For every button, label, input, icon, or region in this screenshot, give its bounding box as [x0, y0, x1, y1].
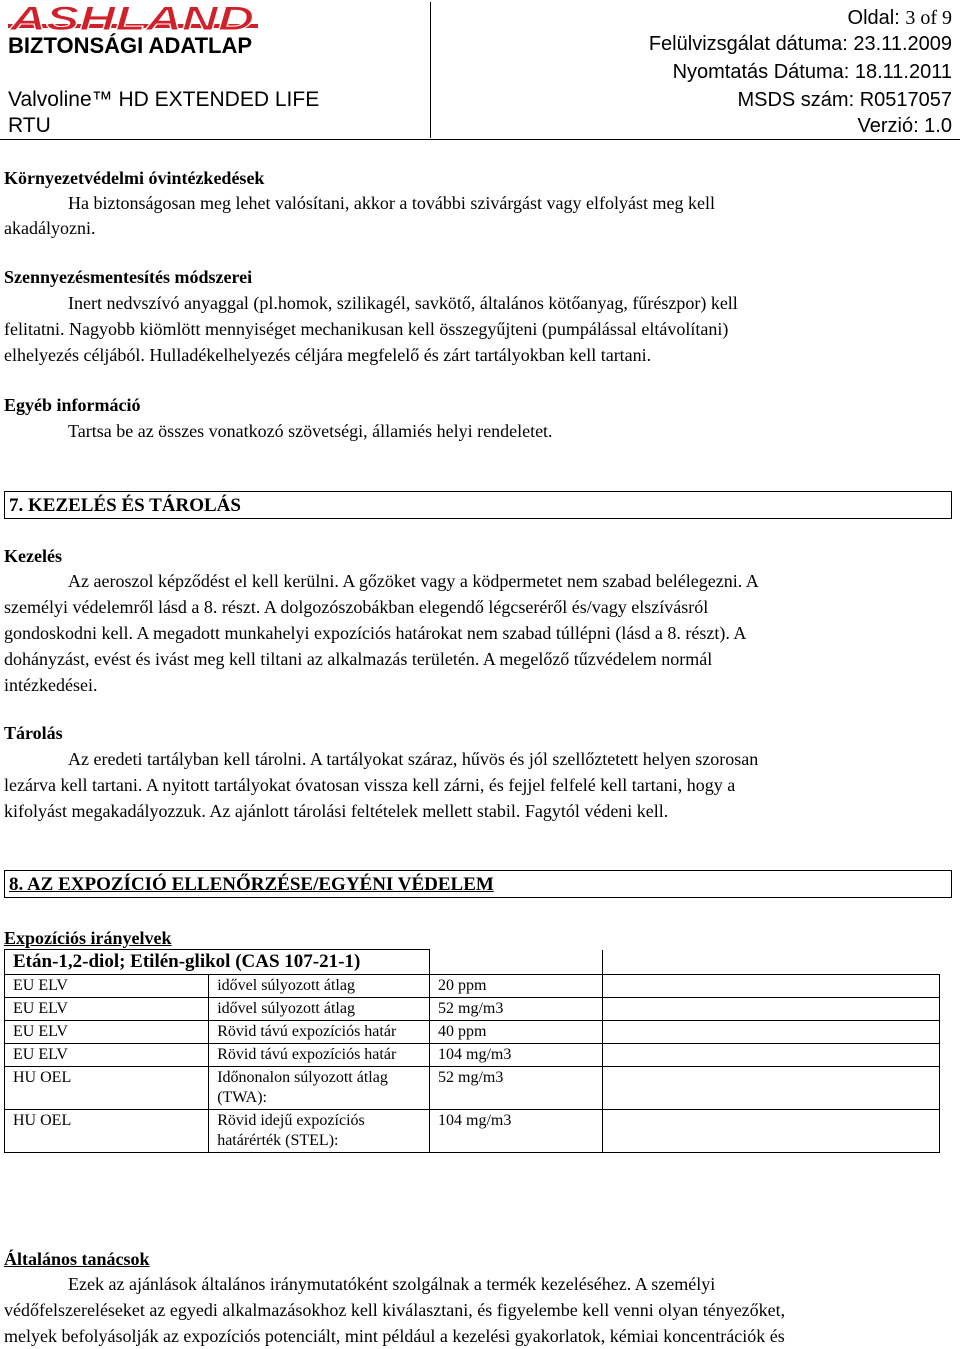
storage-text-2: lezárva kell tartani. A nyitott tartályokat óvatosan vissza kell zárni, és fejjel felfelé kell tartani, hogy a	[4, 775, 736, 795]
exposure-value: 104 mg/m3	[430, 1110, 603, 1153]
cleanup-text-2: felitatni. Nagyobb kiömlött mennyiséget mechanikusan kell összegyűjteni (pumpálással eltávolítani)	[4, 319, 729, 339]
exposure-regulation: HU OEL	[5, 1110, 209, 1153]
page-value: 3 of 9	[905, 7, 952, 29]
general-text-3: melyek befolyásolják az expozíciós potenciált, mint például a kezelési gyakorlatok, kémiai koncentrációk és	[4, 1326, 785, 1346]
exposure-type: Rövid távú expozíciós határ	[209, 1044, 430, 1067]
storage-text-3: kifolyást megakadályozzuk. Az ajánlott tárolási feltételek mellett stabil. Fagytól védeni kell.	[4, 801, 669, 821]
storage-text-1: Az eredeti tartályban kell tárolni. A tartályokat száraz, hűvös és jól szellőztetett helyen szorosan	[68, 749, 759, 769]
section-8-heading	[4, 870, 952, 898]
exposure-regulation: EU ELV	[5, 1021, 209, 1044]
exposure-row	[5, 998, 940, 1021]
exposure-row	[5, 975, 940, 998]
cleanup-title: Szennyezésmentesítés módszerei	[4, 267, 253, 287]
section-7-heading: 7. KEZELÉS ÉS TÁROLÁS	[4, 491, 952, 519]
env-precautions-title: Környezetvédelmi óvintézkedések	[4, 168, 265, 188]
product-name-line2: RTU	[8, 114, 51, 137]
exposure-empty-cell	[603, 1044, 940, 1067]
env-text-1: Ha biztonságosan meg lehet valósítani, akkor a további szivárgást vagy elfolyást meg kell	[68, 193, 715, 213]
revision-date: Felülvizsgálat dátuma: 23.11.2009	[648, 33, 952, 55]
exposure-regulation: EU ELV	[5, 975, 209, 998]
substance-row-spacer	[430, 950, 603, 975]
exposure-type: idővel súlyozott átlag	[209, 975, 430, 998]
handling-text-5: intézkedései.	[4, 675, 98, 695]
exposure-value: 40 ppm	[430, 1021, 603, 1044]
exposure-row	[5, 1110, 940, 1153]
storage-title: Tárolás	[4, 723, 63, 743]
exposure-empty-cell	[603, 998, 940, 1021]
cleanup-text-3: elhelyezés céljából. Hulladékelhelyezés céljára megfelelő és zárt tartályokban kell tartani.	[4, 345, 652, 365]
exposure-empty-cell	[603, 1021, 940, 1044]
exposure-regulation: EU ELV	[5, 998, 209, 1021]
cleanup-text-1: Inert nedvszívó anyaggal (pl.homok, szilikagél, savkötő, általános kötőanyag, fűrészpor) kell	[68, 293, 738, 313]
page-indicator	[848, 6, 952, 30]
exposure-empty-cell	[603, 1110, 940, 1153]
exposure-row	[5, 1067, 940, 1110]
page-label: Oldal:	[847, 7, 900, 29]
exposure-value: 104 mg/m3	[430, 1044, 603, 1067]
version: Verzió: 1.0	[857, 115, 952, 137]
exposure-table	[4, 949, 940, 1153]
exposure-value: 52 mg/m3	[430, 1067, 603, 1110]
header-rule	[0, 139, 960, 140]
handling-text-4: dohányzást, evést és ivást meg kell tiltani az alkalmazás területén. A megelőző tűzvédelem normál	[4, 649, 713, 669]
general-text-2: védőfelszereléseket az egyedi alkalmazásokhoz kell kiválasztani, és figyelembe kell venni olyan tényezőket,	[4, 1300, 786, 1320]
exposure-value: 20 ppm	[430, 975, 603, 998]
logo-text: ASHLAND	[8, 2, 254, 36]
exposure-value: 52 mg/m3	[430, 998, 603, 1021]
exposure-type: Rövid idejű expozíciós határérték (STEL):	[209, 1110, 430, 1153]
env-text-2: akadályozni.	[4, 218, 96, 238]
exposure-regulation: EU ELV	[5, 1044, 209, 1067]
exposure-regulation: HU OEL	[5, 1067, 209, 1110]
exposure-type: Rövid távú expozíciós határ	[209, 1021, 430, 1044]
doc-type: BIZTONSÁGI ADATLAP	[8, 33, 253, 58]
handling-text-2: személyi védelemről lásd a 8. részt. A dolgozószobákban elegendő légcseréről és/vagy elszívásról	[4, 597, 709, 617]
other-info-text: Tartsa be az összes vonatkozó szövetségi, államiés helyi rendeletet.	[68, 421, 553, 441]
substance-name: Etán-1,2-diol; Etilén-glikol (CAS 107-21-1)	[5, 950, 430, 975]
exposure-row	[5, 1021, 940, 1044]
other-info-title: Egyéb információ	[4, 395, 141, 415]
exposure-guidelines-title: Expozíciós irányelvek	[4, 928, 172, 948]
substance-row	[5, 950, 940, 975]
exposure-empty-cell	[603, 975, 940, 998]
handling-text-3: gondoskodni kell. A megadott munkahelyi expozíciós határokat nem szabad túllépni (lásd a 8. részt). A	[4, 623, 747, 643]
general-advice-title: Általános tanácsok	[4, 1249, 150, 1269]
general-text-1: Ezek az ajánlások általános iránymutatóként szolgálnak a termék kezeléséhez. A személyi	[68, 1274, 716, 1294]
exposure-row	[5, 1044, 940, 1067]
product-name: Valvoline™ HD EXTENDED LIFE	[8, 88, 320, 111]
ashland-logo	[8, 2, 258, 36]
exposure-empty-cell	[603, 1067, 940, 1110]
exposure-type: Időnonalon súlyozott átlag (TWA):	[209, 1067, 430, 1110]
header-divider	[430, 2, 431, 138]
msds-number: MSDS szám: R0517057	[737, 89, 952, 111]
handling-title: Kezelés	[4, 546, 62, 566]
exposure-type: idővel súlyozott átlag	[209, 998, 430, 1021]
handling-text-1: Az aeroszol képződést el kell kerülni. A gőzöket vagy a ködpermetet nem szabad belélegezni. A	[68, 571, 759, 591]
substance-row-spacer-2	[603, 950, 940, 975]
section-8-title: 8. AZ EXPOZÍCIÓ ELLENŐRZÉSE/EGYÉNI VÉDELEM	[9, 874, 494, 895]
print-date: Nyomtatás Dátuma: 18.11.2011	[672, 61, 952, 83]
document-header	[0, 0, 960, 141]
